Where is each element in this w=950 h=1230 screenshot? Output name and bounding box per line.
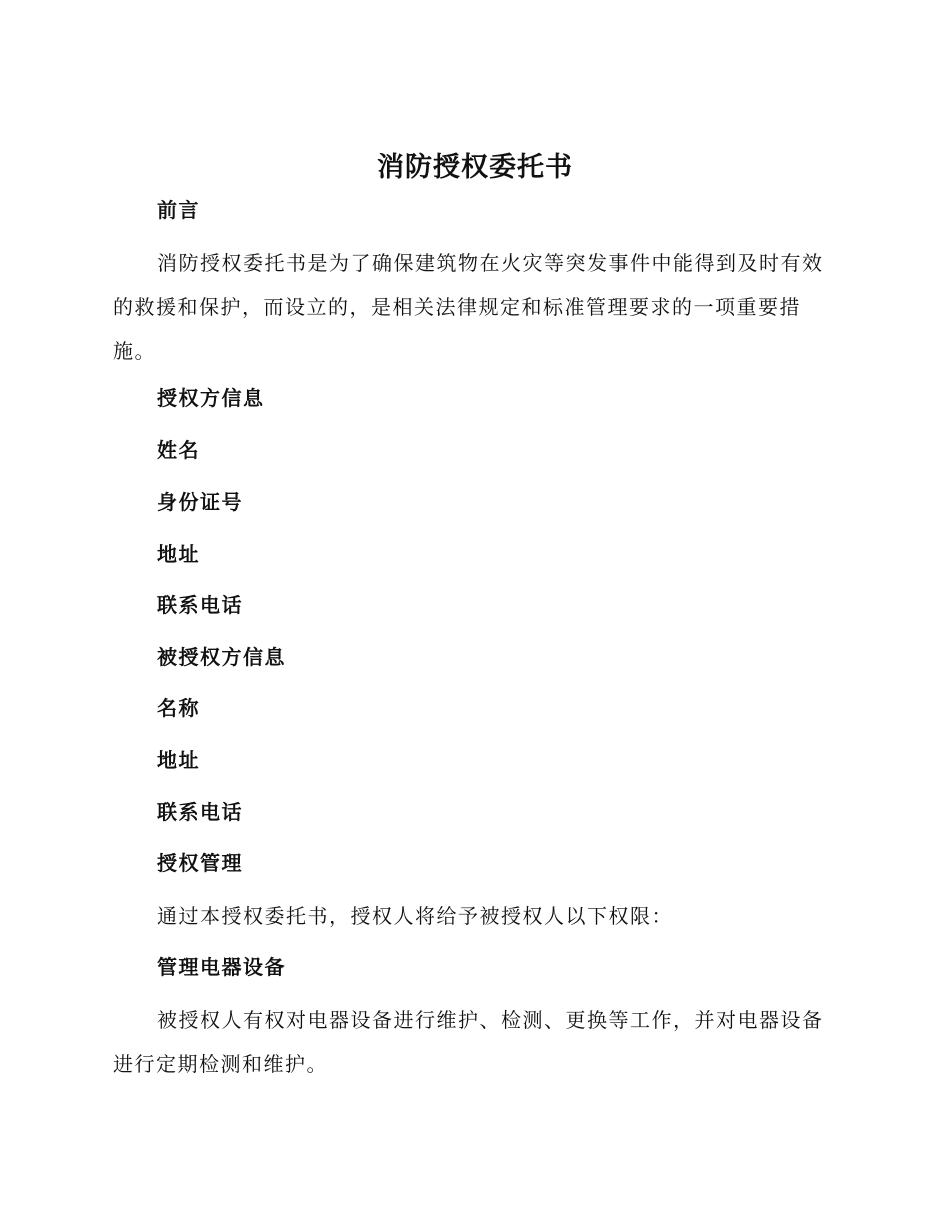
management-text: 通过本授权委托书，授权人将给予被授权人以下权限： [157, 904, 673, 928]
grantor-address-label: 地址 [157, 542, 200, 566]
electrical-paragraph [113, 1000, 833, 1084]
electrical-line-1: 被授权人有权对电器设备进行维护、检测、更换等工作，并对电器设备 [157, 1008, 824, 1032]
grantor-info-heading: 授权方信息 [157, 386, 265, 410]
electrical-line-2: 进行定期检测和维护。 [113, 1052, 328, 1076]
authorization-management-heading: 授权管理 [157, 851, 243, 875]
preface-line-2: 的救援和保护，而设立的，是相关法律规定和标准管理要求的一项重要措 [113, 295, 801, 319]
preface-line-1: 消防授权委托书是为了确保建筑物在火灾等突发事件中能得到及时有效 [157, 251, 824, 275]
grantee-phone-label: 联系电话 [157, 800, 243, 824]
preface-paragraph [113, 243, 833, 371]
preface-heading: 前言 [157, 198, 200, 222]
grantor-phone-label: 联系电话 [157, 593, 243, 617]
preface-line-3: 施。 [113, 339, 156, 363]
grantee-info-heading: 被授权方信息 [157, 645, 286, 669]
grantor-id-label: 身份证号 [157, 490, 243, 514]
management-paragraph [113, 896, 833, 936]
grantee-name-label: 名称 [157, 696, 200, 720]
document-title: 消防授权委托书 [377, 152, 573, 183]
electrical-equipment-heading: 管理电器设备 [157, 955, 286, 979]
grantee-address-label: 地址 [157, 748, 200, 772]
grantor-name-label: 姓名 [157, 438, 200, 462]
